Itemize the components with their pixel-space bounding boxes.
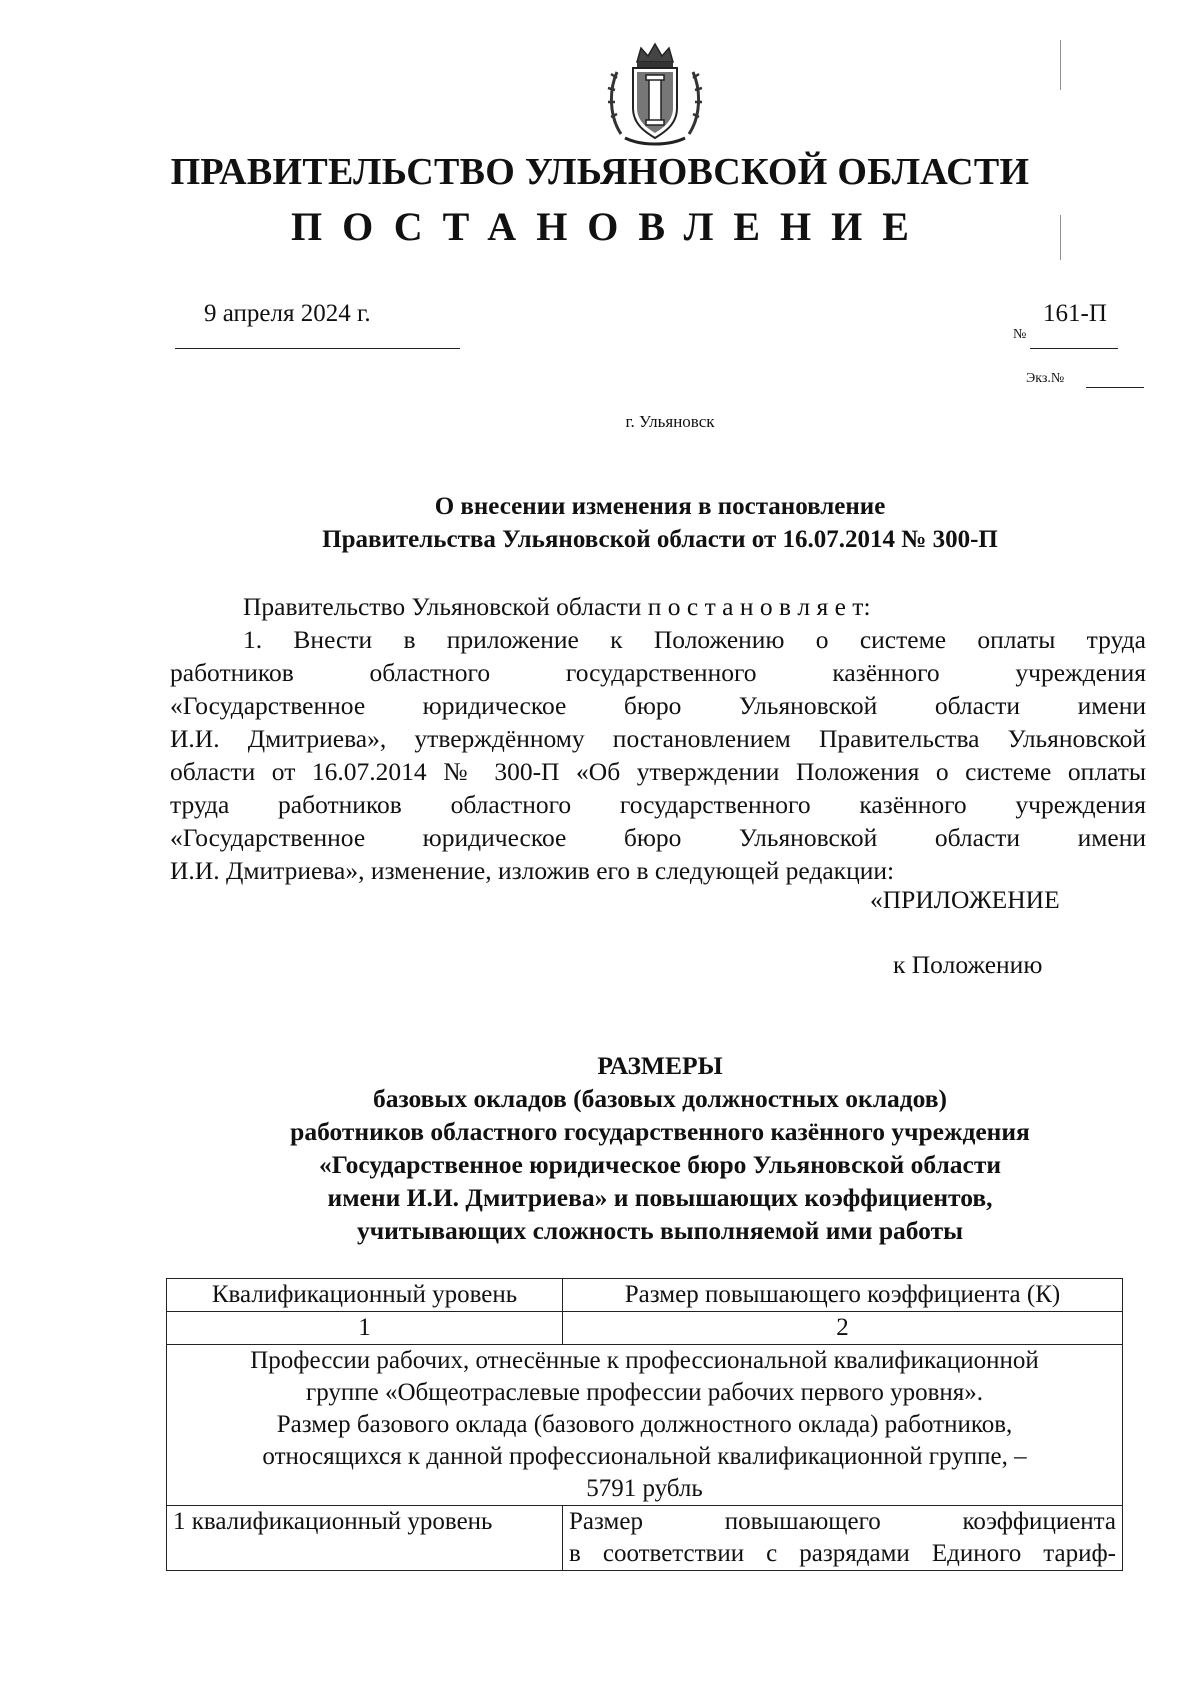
sizes-title-line: учитывающих сложность выполняемой ими работы bbox=[356, 1216, 964, 1245]
coat-of-arms-icon bbox=[607, 38, 703, 150]
table-row bbox=[167, 1506, 1123, 1571]
appendix-label: «ПРИЛОЖЕНИЕ bbox=[870, 885, 1060, 914]
table-row bbox=[167, 1312, 1123, 1345]
resolves-line: Правительство Ульяновской области п о с т а н о в л я е т: bbox=[243, 592, 871, 621]
number-underline bbox=[1030, 348, 1118, 349]
sizes-title-line: «Государственное юридическое бюро Ульяновской области bbox=[318, 1150, 1002, 1179]
subject-line: Правительства Ульяновской области от 16.07.2014 № 300-П bbox=[322, 526, 998, 553]
table-cell bbox=[563, 1506, 1123, 1571]
document-city: г. Ульяновск bbox=[625, 412, 715, 431]
table-cell: 1 квалификационный уровень bbox=[167, 1506, 563, 1571]
group-line: Размер базового оклада (базового должностного оклада) работников, bbox=[276, 1411, 1013, 1438]
paragraph-line: «Государственное юридическое бюро Ульяновской области имени bbox=[170, 823, 1146, 852]
paragraph-line: труда работников областного государственного казённого учреждения bbox=[170, 790, 1146, 819]
copy-number-label: Экз.№ bbox=[1026, 371, 1065, 386]
government-title: ПРАВИТЕЛЬСТВО УЛЬЯНОВСКОЙ ОБЛАСТИ bbox=[170, 151, 1030, 193]
paragraph-line: И.И. Дмитриева», изменение, изложив его в следующей редакции: bbox=[170, 856, 895, 885]
cell-line: Размер повышающего коэффициента bbox=[569, 1508, 1116, 1535]
document-date: 9 апреля 2024 г. bbox=[204, 300, 371, 327]
scan-mark bbox=[1060, 40, 1061, 90]
paragraph-line: И.И. Дмитриева», утверждённому постановлением Правительства Ульяновской bbox=[170, 724, 1146, 753]
sizes-title-line: базовых окладов (базовых должностных окладов) bbox=[372, 1084, 948, 1113]
document-number: 161-П bbox=[1043, 300, 1107, 327]
copy-number-underline bbox=[1086, 387, 1144, 388]
item-1-paragraph bbox=[170, 623, 1146, 887]
salary-table bbox=[166, 1278, 1123, 1571]
sizes-title-line: имени И.И. Дмитриева» и повышающих коэффициентов, bbox=[327, 1183, 993, 1212]
number-sign: № bbox=[1013, 327, 1027, 342]
date-underline bbox=[175, 348, 460, 349]
table-row bbox=[167, 1345, 1123, 1506]
paragraph-line: области от 16.07.2014 № 300-П «Об утверждении Положения о системе оплаты bbox=[170, 757, 1146, 786]
sizes-title-block bbox=[170, 1049, 1150, 1247]
to-regulation-label: к Положению bbox=[893, 950, 1043, 979]
paragraph-line: работников областного государственного казённого учреждения bbox=[170, 658, 1146, 687]
table-header-cell: Квалификационный уровень bbox=[167, 1279, 563, 1312]
table-header-cell: Размер повышающего коэффициента (К) bbox=[563, 1279, 1123, 1312]
group-line: 5791 рубль bbox=[586, 1475, 703, 1502]
document-type-title: ПОСТАНОВЛЕНИЕ bbox=[291, 204, 929, 249]
table-header-row bbox=[167, 1279, 1123, 1312]
paragraph-line: 1. Внести в приложение к Положению о системе оплаты труда bbox=[243, 625, 1146, 654]
table-cell: 1 bbox=[167, 1312, 563, 1345]
group-line: Профессии рабочих, отнесённые к профессиональной квалификационной bbox=[250, 1347, 1039, 1374]
document-subject bbox=[170, 490, 1150, 556]
table-group-cell bbox=[167, 1345, 1123, 1506]
sizes-title-line: работников областного государственного казённого учреждения bbox=[290, 1117, 1030, 1146]
group-line: относящихся к данной профессиональной квалификационной группе, – bbox=[262, 1443, 1027, 1470]
sizes-title: РАЗМЕРЫ bbox=[597, 1051, 723, 1080]
paragraph-line: «Государственное юридическое бюро Ульяновской области имени bbox=[170, 691, 1146, 720]
cell-line: в соответствии с разрядами Единого тариф- bbox=[569, 1540, 1116, 1567]
table-cell: 2 bbox=[563, 1312, 1123, 1345]
subject-line: О внесении изменения в постановление bbox=[434, 493, 886, 520]
group-line: группе «Общеотраслевые профессии рабочих первого уровня». bbox=[305, 1379, 984, 1406]
scan-mark bbox=[1060, 215, 1061, 260]
